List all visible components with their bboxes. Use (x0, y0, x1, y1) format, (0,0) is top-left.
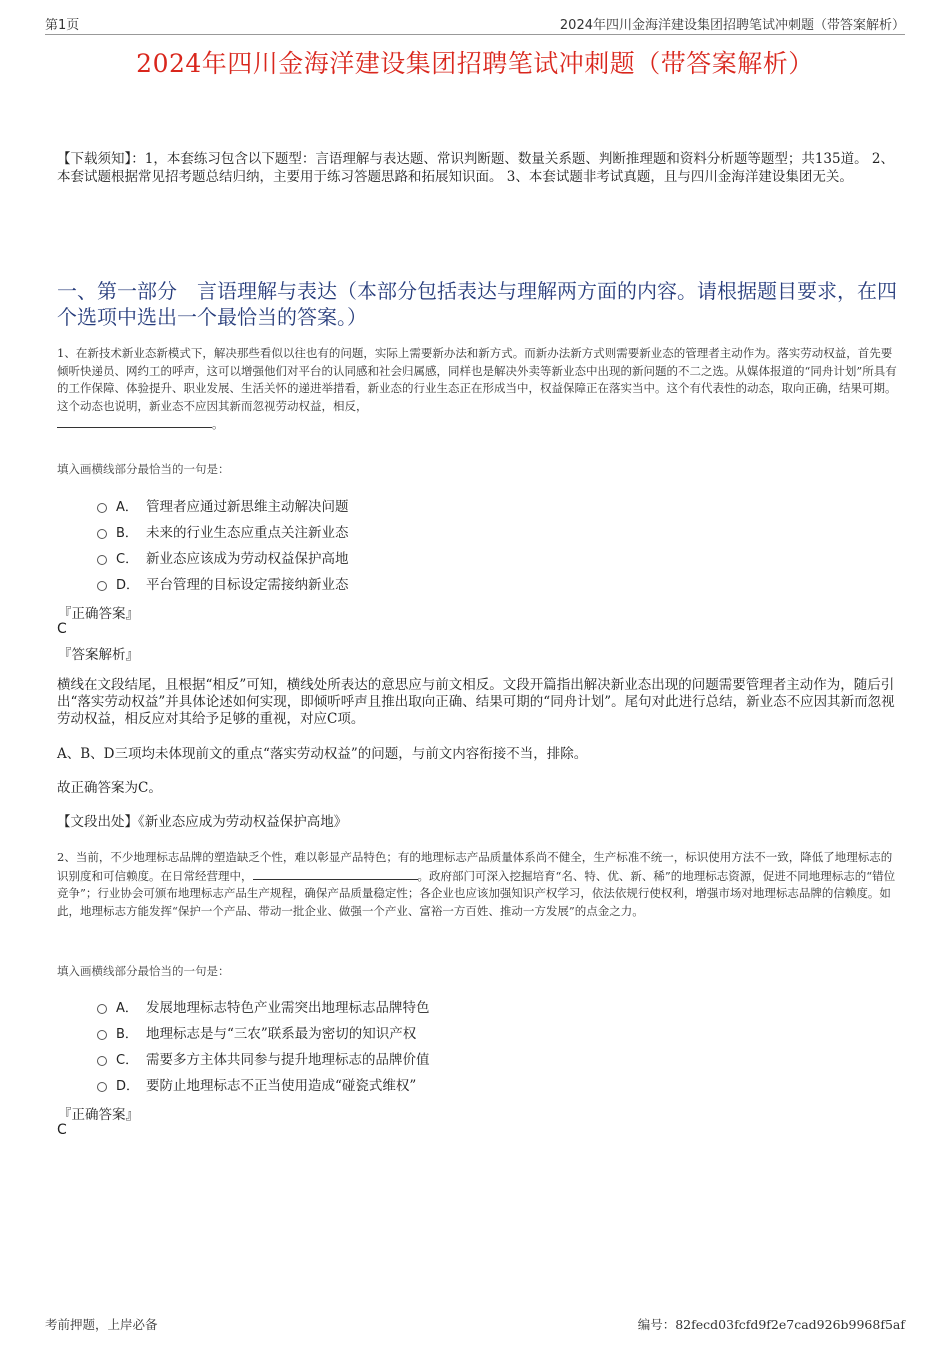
analysis-paragraph-3: 故正确答案为C。 (57, 780, 162, 796)
radio-icon[interactable] (97, 1004, 107, 1014)
question-2-body-end: 。政府部门可深入挖掘培育“名、特、优、新、稀”的地理标志资源，促进不同地理标志的“错位竞争”；行业协会可颁布地理标志产品生产规程，确保产品质量稳定性；各企业也应该加强知识产权学习，依法依规行使权利，增强市场对地理标志品牌的信赖度。如此，地理标志方能发挥“保护一个产品、带动一批企业、做强一个产业、富裕一方百姓、推动一方发展”的点金之力。 (57, 868, 896, 918)
option-a[interactable]: A． 管理者应通过新思维主动解决问题 (97, 492, 349, 518)
radio-icon[interactable] (97, 1030, 107, 1040)
radio-icon[interactable] (97, 581, 107, 591)
option-c[interactable]: C． 新业态应该成为劳动权益保护高地 (97, 544, 349, 570)
answer-blank (57, 415, 212, 428)
footer-slogan: 考前押题，上岸必备 (45, 1317, 158, 1332)
radio-icon[interactable] (97, 555, 107, 565)
question-2-prompt: 填入画横线部分最恰当的一句是： (57, 964, 230, 978)
answer-value: C (57, 621, 67, 637)
document-id: 编号：82fecd03fcfd9f2e7cad926b9968f5af (637, 1317, 905, 1332)
analysis-paragraph-2: A、B、D三项均未体现前文的重点“落实劳动权益”的问题，与前文内容衔接不当，排除。 (57, 746, 588, 762)
question-2-text (57, 849, 899, 920)
page-title: 2024年四川金海洋建设集团招聘笔试冲刺题（带答案解析） (136, 49, 814, 78)
download-notice: 【下载须知】：1，本套练习包含以下题型：言语理解与表达题、常识判断题、数量关系题、判断推理题和资料分析题等题型；共135道。 2、本套试题根据常见招考题总结归纳，主要用于练习答题思路和拓展知识面。 3、本套试题非考试真题，且与四川金海洋建设集团无关。 (57, 151, 894, 185)
question-2-body-start: 2、当前，不少地理标志品牌的塑造缺乏个性，难以彰显产品特色；有的地理标志产品质量体系尚不健全，生产标准不统一，标识使用方法不一致，降低了地理标志的识别度和可信赖度。在日常经营理中， (57, 850, 893, 883)
option-a[interactable]: A． 发展地理标志特色产业需突出地理标志品牌特色 (97, 993, 430, 1019)
page-number: 第1页 (45, 18, 80, 33)
option-c[interactable]: C． 需要多方主体共同参与提升地理标志的品牌价值 (97, 1045, 430, 1071)
running-title: 2024年四川金海洋建设集团招聘笔试冲刺题（带答案解析） (559, 18, 905, 33)
question-1-end: 。 (212, 417, 224, 431)
section-heading: 一、第一部分 言语理解与表达（本部分包括表达与理解两方面的内容。请根据题目要求，在四个选项中选出一个最恰当的答案。） (57, 279, 897, 329)
answer-label: 『正确答案』 (58, 1107, 139, 1123)
header-divider (45, 34, 905, 35)
radio-icon[interactable] (97, 503, 107, 513)
radio-icon[interactable] (97, 1056, 107, 1066)
option-b[interactable]: B． 地理标志是与“三农”联系最为密切的知识产权 (97, 1019, 430, 1045)
question-2-options (97, 993, 430, 1097)
option-b[interactable]: B． 未来的行业生态应重点关注新业态 (97, 518, 349, 544)
radio-icon[interactable] (97, 529, 107, 539)
answer-value: C (57, 1122, 67, 1138)
question-1-body: 1、在新技术新业态新模式下，解决那些看似以往也有的问题，实际上需要新办法和新方式。而新办法新方式则需要新业态的管理者主动作为。落实劳动权益，首先要倾听快递员、网约工的呼声，这可以增强他们对平台的认同感和社会归属感，同样也是解决外卖等新业态中出现的新问题的不二之选。从媒体报道的“同舟计划”所具有的工作保障、体验提升、职业发展、生活关怀的递进举措看，新业态的行业生态正在形成当中，权益保障正在落实当中。这个有代表性的动态，取向正确，结果可期。这个动态也说明，新业态不应因其新而忽视劳动权益，相反， (57, 346, 897, 413)
analysis-paragraph-1: 横线在文段结尾，且根据“相反”可知，横线处所表达的意思应与前文相反。文段开篇指出解决新业态出现的问题需要管理者主动作为，随后引出“落实劳动权益”并具体论述如何实现，即倾听呼声且推出取向正确、结果可期的“同舟计划”。尾句对此进行总结，新业态不应因其新而忽视劳动权益，相反应对其给予足够的重视，对应C项。 (57, 677, 895, 727)
answer-blank (253, 867, 418, 880)
question-1-text (57, 345, 899, 434)
question-1-prompt: 填入画横线部分最恰当的一句是： (57, 462, 230, 476)
option-d[interactable]: D． 要防止地理标志不正当使用造成“碰瓷式维权” (97, 1071, 430, 1097)
option-d[interactable]: D． 平台管理的目标设定需接纳新业态 (97, 570, 349, 596)
analysis-label: 『答案解析』 (58, 647, 139, 663)
source-citation: 【文段出处】《新业态应成为劳动权益保护高地》 (57, 814, 348, 830)
radio-icon[interactable] (97, 1082, 107, 1092)
question-1-options (97, 492, 349, 596)
answer-label: 『正确答案』 (58, 606, 139, 622)
